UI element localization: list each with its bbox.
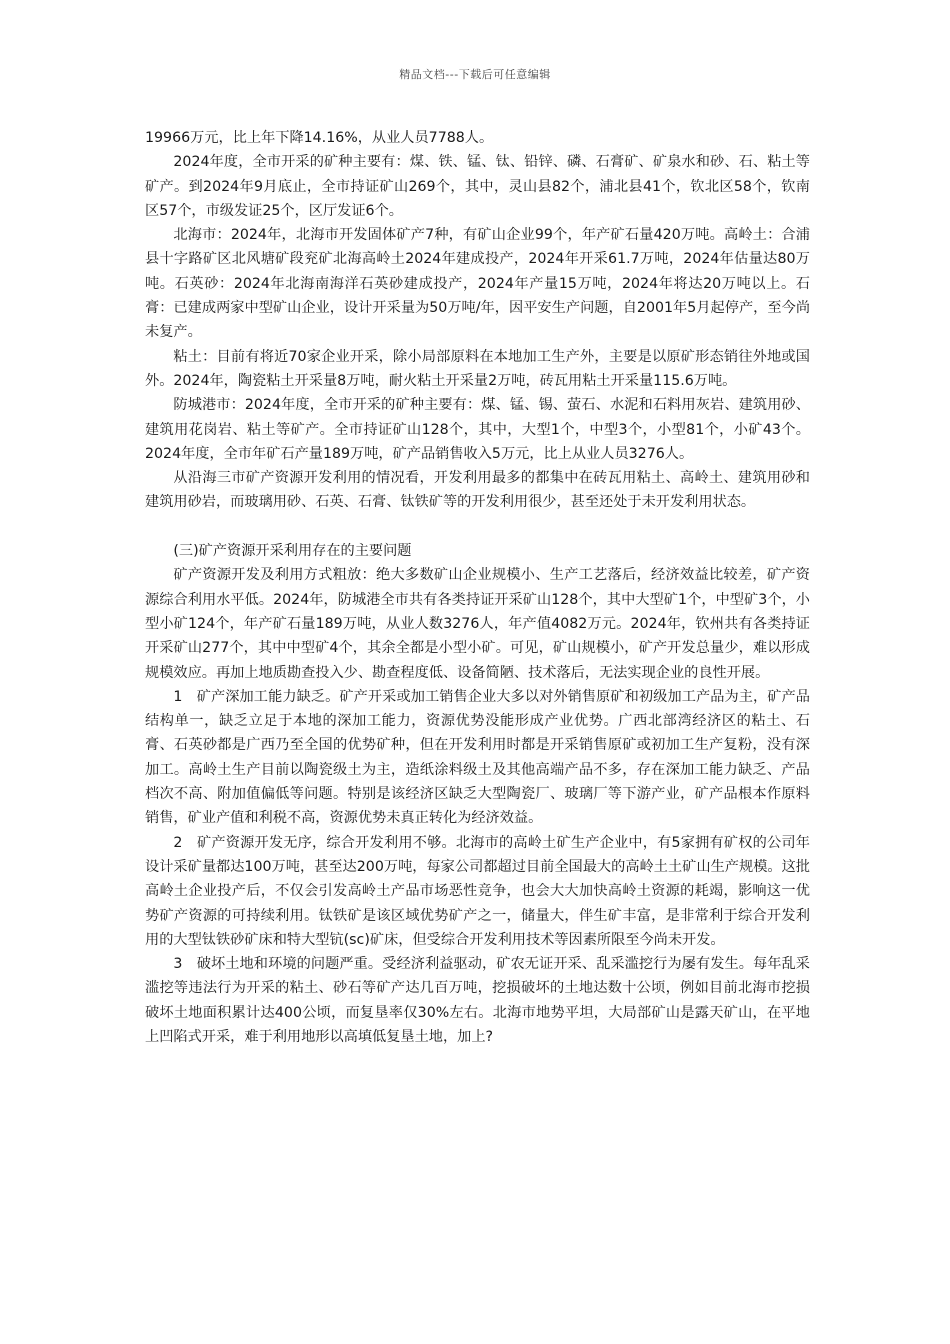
paragraph-clay: 粘土：目前有将近70家企业开采，除小局部原料在本地加工生产外，主要是以原矿形态销往外地或国外。2024年，陶瓷粘土开采量8万吨，耐火粘土开采量2万吨，砖瓦用粘土开采量115.6万吨。 <box>145 348 810 389</box>
section-heading: (三)矿产资源开采利用存在的主要问题 <box>173 543 412 560</box>
document-body <box>145 126 810 1049</box>
paragraph-extensive-use: 矿产资源开发及利用方式粗放：绝大多数矿山企业规模小、生产工艺落后，经济效益比较差，矿产资源综合利用水平低。2024年，防城港全市共有各类持证开采矿山128个，其中大型矿1个，中型矿3个，小型小矿124个，年产矿石量189万吨，从业人数3276人，年产值4082万元。2024年，钦州共有各类持证开采矿山277个，其中中型矿4个，其余全都是小型小矿。可见，矿山规模小，矿产开发总量少，难以形成规模效应。再加上地质勘查投入少、勘查程度低、设备简陋、技术落后，无法实现企业的良性开展。 <box>145 567 810 681</box>
paragraph-item-1: 1 矿产深加工能力缺乏。矿产开采或加工销售企业大多以对外销售原矿和初级加工产品为主，矿产品结构单一，缺乏立足于本地的深加工能力，资源优势没能形成产业优势。广西北部湾经济区的粘土、石膏、石英砂都是广西乃至全国的优势矿种，但在开发利用时都是开采销售原矿或初加工生产复粉，没有深加工。高岭土生产目前以陶瓷级土为主，造纸涂料级土及其他高端产品不多，存在深加工能力缺乏、产品档次不高、附加值偏低等问题。特别是该经济区缺乏大型陶瓷厂、玻璃厂等下游产业，矿产品根本作原料销售，矿业产值和利税不高，资源优势未真正转化为经济效益。 <box>145 688 810 827</box>
paragraph-item-2: 2 矿产资源开发无序，综合开发利用不够。北海市的高岭土矿生产企业中，有5家拥有矿权的公司年设计采矿量都达100万吨，甚至达200万吨，每家公司都超过目前全国最大的高岭土土矿山生产规模。这批高岭土企业投产后，不仅会引发高岭土产品市场恶性竞争，也会大大加快高岭土资源的耗竭，影响这一优势矿产资源的可持续利用。钛铁矿是该区域优势矿产之一，储量大，伴生矿丰富，是非常利于综合开发利用的大型钛铁砂矿床和特大型钪(sc)矿床，但受综合开发利用技术等因素所限至今尚未开发。 <box>145 834 810 948</box>
paragraph-continuation: 19966万元，比上年下降14.16%，从业人员7788人。 <box>145 130 494 146</box>
paragraph-item-3: 3 破坏土地和环境的问题严重。受经济利益驱动，矿农无证开采、乱采滥挖行为屡有发生。每年乱采滥挖等违法行为开采的粘土、砂石等矿产达几百万吨，挖损破坏的土地达数十公顷，例如目前北海市挖损破坏土地面积累计达400公顷，而复垦率仅30%左右。北海市地势平坦，大局部矿山是露天矿山，在平地上凹陷式开采，难于利用地形以高填低复垦土地，加上? <box>145 956 810 1045</box>
paragraph-qinzhou: 2024年度，全市开采的矿种主要有：煤、铁、锰、钛、铅锌、磷、石膏矿、矿泉水和砂、石、粘土等矿产。到2024年9月底止，全市持证矿山269个，其中，灵山县82个，浦北县41个，钦北区58个，钦南区57个，市级发证25个，区厅发证6个。 <box>145 154 810 219</box>
page-header: 精品文档---下载后可任意编辑 <box>399 68 551 81</box>
paragraph-summary: 从沿海三市矿产资源开发利用的情况看，开发利用最多的都集中在砖瓦用粘土、高岭土、建筑用砂和建筑用砂岩，而玻璃用砂、石英、石膏、钛铁矿等的开发利用很少，甚至还处于未开发利用状态。 <box>145 470 810 511</box>
paragraph-fangchenggang: 防城港市：2024年度，全市开采的矿种主要有：煤、锰、锡、萤石、水泥和石料用灰岩、建筑用砂、建筑用花岗岩、粘土等矿产。全市持证矿山128个，其中，大型1个，中型3个，小型81个，小矿43个。2024年度，全市年矿石产量189万吨，矿产品销售收入5万元，比上从业人员3276人。 <box>145 397 810 462</box>
paragraph-beihai: 北海市：2024年，北海市开发固体矿产7种，有矿山企业99个，年产矿石量420万吨。高岭土：合浦县十字路矿区北风塘矿段兖矿北海高岭土2024年建成投产，2024年开采61.7万吨，2024年估量达80万吨。石英砂：2024年北海南海洋石英砂建成投产，2024年产量15万吨，2024年将达20万吨以上。石膏：已建成两家中型矿山企业，设计开采量为50万吨/年，因平安生产问题，自2001年5月起停产，至今尚未复产。 <box>145 227 811 341</box>
